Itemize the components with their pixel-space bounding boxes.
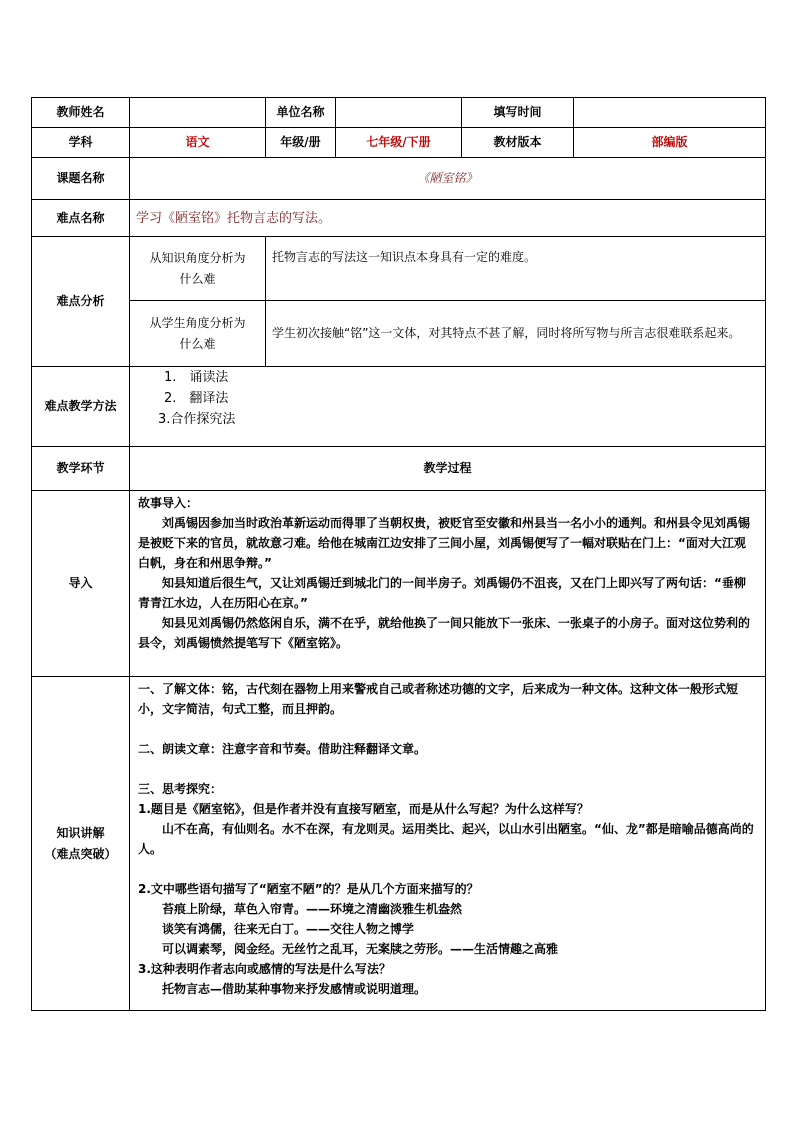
edition-label: 教材版本 bbox=[462, 128, 574, 158]
row-analysis-student bbox=[32, 301, 766, 367]
intro-paragraph-1: 刘禹锡因参加当时政治革新运动而得罪了当朝权贵，被贬官至安徽和州县当一名小小的通判。和州县令见刘禹锡是被贬下来的官员，就故意刁难。给他在城南江边安排了三间小屋，刘禹锡便写了一幅对联贴在门上：“面对大江观白帆，身在和州思争辩。” bbox=[138, 516, 751, 570]
student-angle-label: 从学生角度分析为什么难 bbox=[130, 301, 266, 367]
edition-value: 部编版 bbox=[574, 128, 766, 158]
answer-2-line-1: 苔痕上阶绿，草色入帘青。——环境之清幽淡雅生机盎然 bbox=[162, 902, 463, 916]
spacer bbox=[138, 759, 757, 779]
intro-title: 故事导入： bbox=[138, 496, 199, 510]
knowledge-label-line2: （难点突破） bbox=[44, 846, 117, 861]
lesson-plan-sheet bbox=[31, 97, 765, 1011]
topic-label: 课题名称 bbox=[32, 158, 130, 200]
fill-date-field[interactable] bbox=[574, 98, 766, 128]
knowledge-label bbox=[32, 677, 130, 1011]
row-analysis-knowledge bbox=[32, 237, 766, 301]
knowledge-content bbox=[130, 677, 766, 1011]
row-teacher-info bbox=[32, 98, 766, 128]
knowledge-angle-text: 托物言志的写法这一知识点本身具有一定的难度。 bbox=[266, 237, 766, 301]
question-3: 3.这种表明作者志向或感情的写法是什么写法？ bbox=[138, 962, 391, 976]
unit-name-field[interactable] bbox=[336, 98, 462, 128]
question-1: 1.题目是《陋室铭》，但是作者并没有直接写陋室，而是从什么写起？为什么这样写？ bbox=[138, 802, 589, 816]
lesson-plan-table bbox=[31, 97, 766, 1011]
knowledge-angle-label: 从知识角度分析为什么难 bbox=[130, 237, 266, 301]
stage-header: 教学环节 bbox=[32, 447, 130, 491]
spacer bbox=[138, 859, 757, 879]
unit-name-label: 单位名称 bbox=[266, 98, 336, 128]
subject-label: 学科 bbox=[32, 128, 130, 158]
row-intro bbox=[32, 491, 766, 677]
row-topic bbox=[32, 158, 766, 200]
analysis-label: 难点分析 bbox=[32, 237, 130, 367]
section-genre: 一、了解文体：铭，古代刻在器物上用来警戒自己或者称述功德的文字，后来成为一种文体。这种文体一般形式短小，文字简洁，句式工整，而且押韵。 bbox=[138, 682, 739, 716]
methods-list bbox=[130, 367, 766, 447]
spacer bbox=[138, 719, 757, 739]
intro-label: 导入 bbox=[32, 491, 130, 677]
method-item: 2. 翻译法 bbox=[164, 391, 229, 406]
section-thinking: 三、思考探究： bbox=[138, 782, 223, 796]
answer-1: 山不在高，有仙则名。水不在深，有龙则灵。运用类比、起兴，以山水引出陋室。“仙、龙”都是暗喻品德高尚的人。 bbox=[138, 822, 754, 856]
intro-paragraph-3: 知县见刘禹锡仍然悠闲自乐，满不在乎，就给他换了一间只能放下一张床、一张桌子的小房子。面对这位势利的县令，刘禹锡愤然提笔写下《陋室铭》。 bbox=[138, 616, 751, 650]
section-reading: 二、朗读文章：注意字音和节奏。借助注释翻译文章。 bbox=[138, 742, 427, 756]
row-difficulty bbox=[32, 200, 766, 237]
method-item: 1. 诵读法 bbox=[164, 370, 229, 385]
intro-content bbox=[130, 491, 766, 677]
topic-value: 《陋室铭》 bbox=[130, 158, 766, 200]
teacher-name-field[interactable] bbox=[130, 98, 266, 128]
method-item: 3.合作探究法 bbox=[158, 412, 236, 427]
intro-paragraph-2: 知县知道后很生气，又让刘禹锡迁到城北门的一间半房子。刘禹锡仍不沮丧，又在门上即兴写了两句话：“垂柳青青江水边，人在历阳心在京。” bbox=[138, 576, 746, 610]
row-process-header bbox=[32, 447, 766, 491]
difficulty-value: 学习《陋室铭》托物言志的写法。 bbox=[130, 200, 766, 237]
grade-label: 年级/册 bbox=[266, 128, 336, 158]
process-header: 教学过程 bbox=[130, 447, 766, 491]
row-knowledge bbox=[32, 677, 766, 1011]
student-angle-text: 学生初次接触“铭”这一文体，对其特点不甚了解，同时将所写物与所言志很难联系起来。 bbox=[266, 301, 766, 367]
row-methods bbox=[32, 367, 766, 447]
answer-2-line-3: 可以调素琴，阅金经。无丝竹之乱耳，无案牍之劳形。——生活情趣之高雅 bbox=[162, 942, 559, 956]
methods-label: 难点教学方法 bbox=[32, 367, 130, 447]
knowledge-label-line1: 知识讲解 bbox=[56, 825, 105, 840]
answer-2-line-2: 谈笑有鸿儒，往来无白丁。——交往人物之博学 bbox=[162, 922, 415, 936]
teacher-name-label: 教师姓名 bbox=[32, 98, 130, 128]
fill-date-label: 填写时间 bbox=[462, 98, 574, 128]
row-subject-info bbox=[32, 128, 766, 158]
question-2: 2.文中哪些语句描写了“陋室不陋”的？是从几个方面来描写的？ bbox=[138, 882, 479, 896]
grade-value: 七年级/下册 bbox=[336, 128, 462, 158]
subject-value: 语文 bbox=[130, 128, 266, 158]
answer-3: 托物言志—借助某种事物来抒发感情或说明道理。 bbox=[162, 982, 427, 996]
difficulty-label: 难点名称 bbox=[32, 200, 130, 237]
